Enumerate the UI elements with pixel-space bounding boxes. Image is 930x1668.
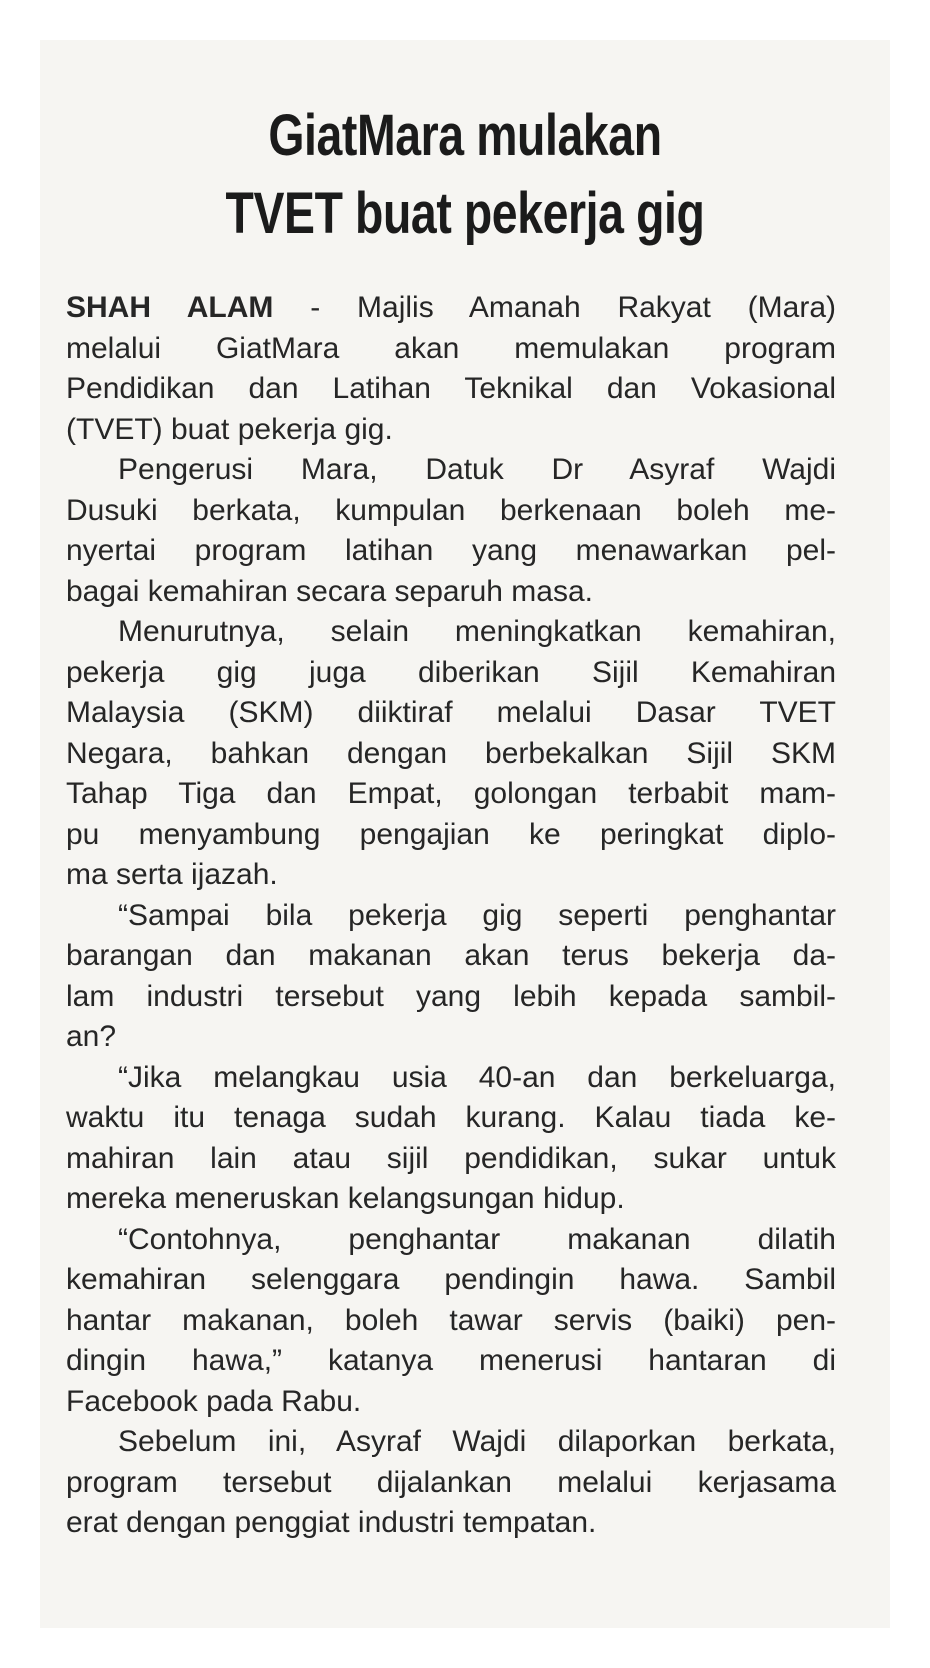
paragraph-line (66, 288, 836, 329)
paragraph-line: “Contohnya, penghantar makanan dilatih (118, 1222, 836, 1256)
headline-line-1: GiatMara mulakan (268, 103, 662, 168)
paragraph-line: ma serta ijazah. (66, 858, 278, 891)
paragraph-line: lam industri tersebut yang lebih kepada sambil- (66, 979, 836, 1013)
paragraph-line: (TVET) buat pekerja gig. (66, 412, 393, 446)
paragraph-line: Dusuki berkata, kumpulan berkenaan boleh me- (66, 493, 836, 527)
paragraph-line: kemahiran selenggara pendingin hawa. Sambil (66, 1263, 836, 1296)
paragraph-line: Facebook pada Rabu. (66, 1384, 362, 1418)
paragraph-line: “Sampai bila pekerja gig seperti penghantar (118, 898, 836, 932)
dateline: SHAH ALAM (66, 291, 274, 324)
paragraph-line: “Jika melangkau usia 40-an dan berkeluarga, (118, 1060, 836, 1094)
paragraph-line: Menurutnya, selain meningkatkan kemahiran, (118, 615, 836, 648)
paragraph-line: Sebelum ini, Asyraf Wajdi dilaporkan berkata, (118, 1425, 836, 1458)
headline-line-2: TVET buat pekerja gig (225, 181, 705, 246)
paragraph-line: bagai kemahiran secara separuh masa. (66, 574, 593, 608)
paragraph-line: waktu itu tenaga sudah kurang. Kalau tiada ke- (66, 1101, 836, 1134)
paragraph-text: - Majlis Amanah Rakyat (Mara) (273, 291, 836, 324)
paragraph-line: Pengerusi Mara, Datuk Dr Asyraf Wajdi (118, 453, 836, 486)
paragraph-line: an? (66, 1020, 117, 1053)
paragraph-line: melalui GiatMara akan memulakan program (66, 331, 836, 365)
paragraph-line: barangan dan makanan akan terus bekerja da- (66, 939, 836, 972)
paragraph-line: erat dengan penggiat industri tempatan. (66, 1506, 597, 1539)
newspaper-clipping (40, 40, 890, 1628)
paragraph-line: nyertai program latihan yang menawarkan pel- (66, 534, 836, 567)
paragraph-line: program tersebut dijalankan melalui kerjasama (66, 1465, 836, 1499)
article-body (66, 288, 836, 1544)
paragraph-line: pu menyambung pengajian ke peringkat diplo- (66, 817, 836, 851)
paragraph-line: pekerja gig juga diberikan Sijil Kemahiran (66, 655, 836, 689)
paragraph-line: mereka meneruskan kelangsungan hidup. (66, 1182, 625, 1215)
paragraph-line: Tahap Tiga dan Empat, golongan terbabit mam- (66, 777, 836, 810)
paragraph-line: mahiran lain atau sijil pendidikan, sukar untuk (66, 1141, 836, 1175)
paragraph-line: Malaysia (SKM) diiktiraf melalui Dasar TVET (66, 696, 836, 729)
paragraph-line: dingin hawa,” katanya menerusi hantaran di (66, 1344, 836, 1377)
paragraph-line: Pendidikan dan Latihan Teknikal dan Vokasional (66, 372, 836, 405)
paragraph-line: Negara, bahkan dengan berbekalkan Sijil SKM (66, 736, 836, 770)
paragraph-line: hantar makanan, boleh tawar servis (baiki) pen- (66, 1303, 836, 1337)
